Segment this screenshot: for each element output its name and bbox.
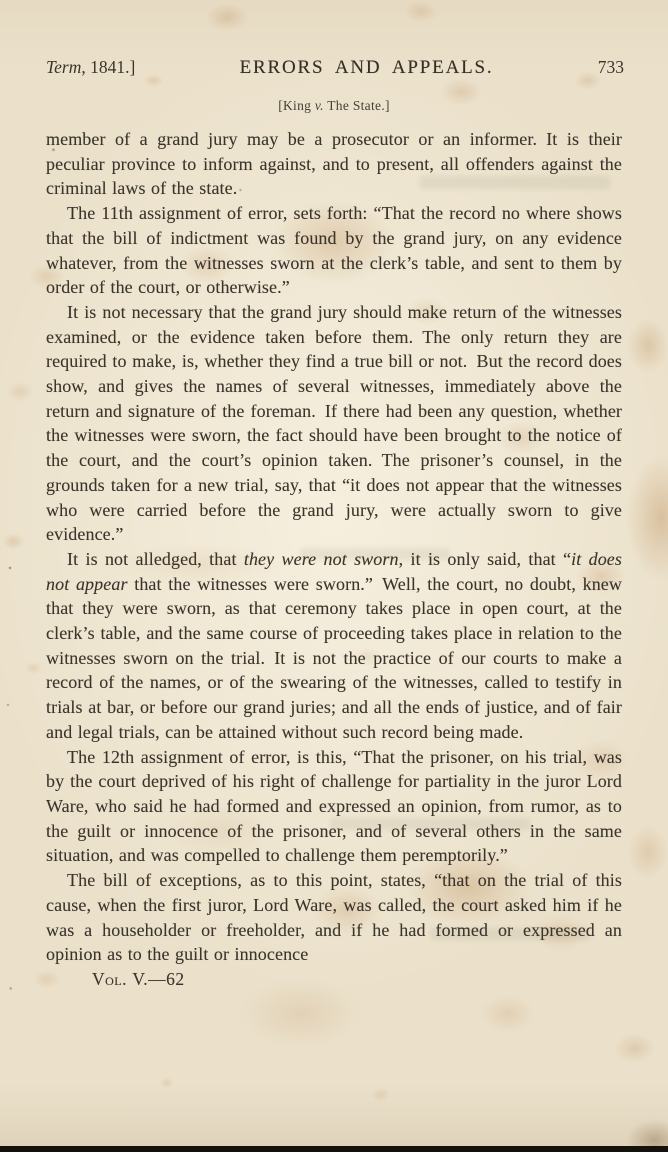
text-run: member of a grand jury may be a prosecutor or an informer. It is their peculiar province to inform against, and to present, all offenders against the criminal laws of the state. <box>46 129 622 199</box>
italic-text-run: Term <box>46 57 82 77</box>
text-run: The 12th assignment of error, is this, “That the prisoner, on his trial, was by the court deprived of his right of challenge for partiality in the juror Lord Ware, who said he had formed and expressed an opinion, from rumor, as to the guilt or innocence of the prisoner, and of several others in the same situation, and was compelled to challenge them peremptorily.” <box>46 746 622 866</box>
paragraph <box>46 127 622 201</box>
running-header <box>46 57 624 79</box>
text-run: , it is only said, that “ <box>398 548 572 569</box>
term-date <box>46 57 135 78</box>
text-run: The bill of exceptions, as to this point, states, “that on the trial of this cause, when the first juror, Lord Ware, was called, the court asked him if he was a householder or freeholder, and if he had formed or expressed an opinion as to the guilt or innocence <box>46 870 622 965</box>
scan-edge <box>0 1146 668 1152</box>
italic-text-run: they were not sworn <box>243 548 399 569</box>
italic-text-run: v. <box>314 98 324 113</box>
text-run: The 11th assignment of error, sets forth: “That the record no where shows that the bill of indictment was found by the grand jury, on any evidence whatever, from the witnesses sworn at the clerk’s table, and sent to them by order of the court, or otherwise.” <box>46 203 622 298</box>
text-run: The State.] <box>323 98 390 113</box>
text-run: Vol. <box>92 968 128 989</box>
paragraph <box>46 201 622 300</box>
paragraph <box>46 547 622 745</box>
page-number: 733 <box>597 57 624 77</box>
running-title: ERRORS AND APPEALS. <box>239 57 494 78</box>
paragraph <box>46 300 622 547</box>
volume-signature <box>92 967 622 992</box>
text-run: that the witnesses were sworn.” Well, the court, no doubt, knew that they were sworn, as that ceremony takes place in open court, at the clerk’s table, and the same course of proceeding takes place in relation to the witnesses sworn on the trial. It is not the practice of our courts to make a record of the names, or of the swearing of the witnesses, called to testify in trials at bar, or before our grand juries; and all the ends of justice, and of fair and legal trials, can be attained without such record being made. <box>46 573 622 742</box>
text-run: It is not alledged, that <box>67 548 244 569</box>
paragraph <box>46 745 622 869</box>
text-run: It is not necessary that the grand jury should make return of the witnesses examined, or the evidence taken before them. The only return they are required to make, is, whether they find a true bill or not. But the record does show, and gives the names of several witnesses, immediately above the return and signature of the foreman. If there had been any question, whether the witnesses were sworn, the fact should have been brought to the notice of the court, and the court’s opinion taken. The prisoner’s counsel, in the grounds taken for a new trial, say, that “it does not appear that the witnesses who were carried before the grand jury, were actually sworn to give evidence.” <box>46 301 622 545</box>
paragraph <box>46 868 622 967</box>
text-run: V.—62 <box>127 968 185 989</box>
case-caption <box>0 98 668 114</box>
text-run: [King <box>278 98 315 113</box>
text-run: , 1841.] <box>81 57 136 77</box>
italic-text-run: it does not appear <box>46 548 622 594</box>
opinion-text <box>46 127 622 992</box>
